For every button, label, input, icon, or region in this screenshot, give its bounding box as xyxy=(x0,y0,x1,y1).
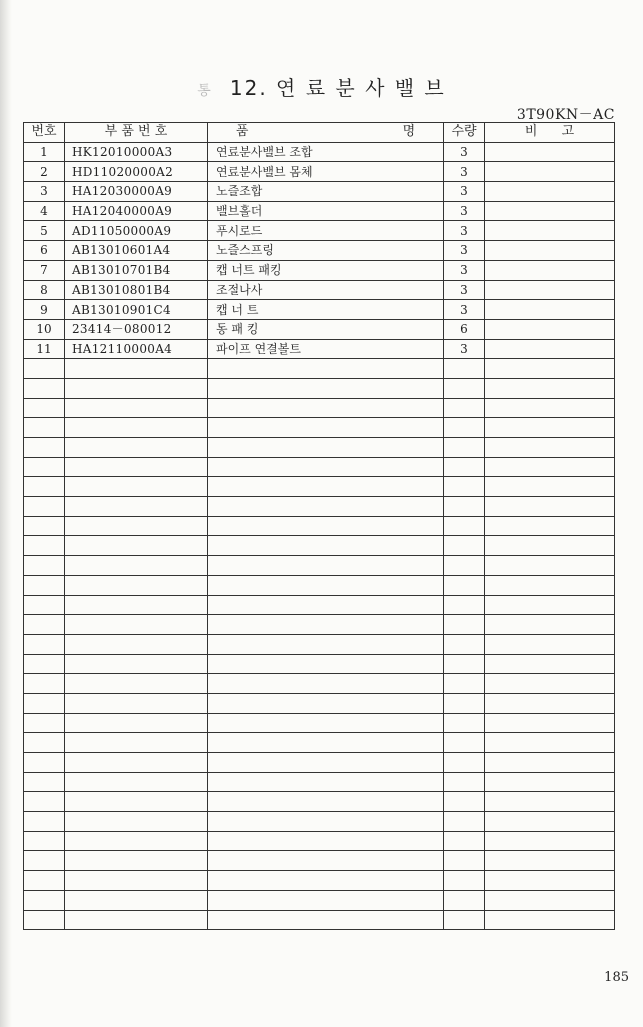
empty-cell xyxy=(65,497,208,517)
empty-cell xyxy=(485,693,615,713)
cell-part: HA12040000A9 xyxy=(65,201,208,221)
empty-cell xyxy=(65,359,208,379)
cell-part: AB13010601A4 xyxy=(65,241,208,261)
empty-cell xyxy=(24,516,65,536)
empty-cell xyxy=(485,910,615,930)
table-row xyxy=(24,280,615,300)
empty-cell xyxy=(485,398,615,418)
empty-row xyxy=(24,556,615,576)
empty-cell xyxy=(65,516,208,536)
empty-cell xyxy=(65,398,208,418)
empty-cell xyxy=(208,595,444,615)
empty-cell xyxy=(65,457,208,477)
empty-cell xyxy=(65,713,208,733)
cell-name: 연료분사밸브 조합 xyxy=(208,142,444,162)
empty-cell xyxy=(24,812,65,832)
empty-cell xyxy=(208,438,444,458)
empty-cell xyxy=(485,497,615,517)
empty-cell xyxy=(485,438,615,458)
cell-no: 4 xyxy=(24,201,65,221)
empty-cell xyxy=(485,595,615,615)
empty-cell xyxy=(444,674,485,694)
cell-name: 푸시로드 xyxy=(208,221,444,241)
cell-qty: 6 xyxy=(444,319,485,339)
cell-part: AB13010901C4 xyxy=(65,300,208,320)
empty-cell xyxy=(444,595,485,615)
empty-cell xyxy=(208,378,444,398)
cell-note xyxy=(485,241,615,261)
empty-cell xyxy=(24,575,65,595)
empty-cell xyxy=(65,556,208,576)
cell-name: 노즐스프링 xyxy=(208,241,444,261)
empty-cell xyxy=(208,497,444,517)
empty-cell xyxy=(208,693,444,713)
empty-cell xyxy=(24,674,65,694)
empty-cell xyxy=(65,378,208,398)
empty-cell xyxy=(208,753,444,773)
cell-part: AB13010801B4 xyxy=(65,280,208,300)
cell-no: 11 xyxy=(24,339,65,359)
cell-name: 조절나사 xyxy=(208,280,444,300)
col-header-note: 비 고 xyxy=(485,123,615,143)
empty-cell xyxy=(444,871,485,891)
empty-cell xyxy=(65,792,208,812)
empty-row xyxy=(24,693,615,713)
empty-row xyxy=(24,378,615,398)
empty-cell xyxy=(208,477,444,497)
empty-cell xyxy=(444,378,485,398)
empty-cell xyxy=(485,871,615,891)
cell-no: 1 xyxy=(24,142,65,162)
cell-part: AD11050000A9 xyxy=(65,221,208,241)
empty-cell xyxy=(24,654,65,674)
empty-row xyxy=(24,871,615,891)
empty-cell xyxy=(444,654,485,674)
empty-cell xyxy=(65,733,208,753)
empty-cell xyxy=(65,812,208,832)
empty-cell xyxy=(208,674,444,694)
empty-cell xyxy=(485,713,615,733)
empty-cell xyxy=(24,418,65,438)
empty-cell xyxy=(444,634,485,654)
cell-part: HK12010000A3 xyxy=(65,142,208,162)
cell-note xyxy=(485,182,615,202)
cell-qty: 3 xyxy=(444,182,485,202)
empty-cell xyxy=(485,634,615,654)
cell-name: 밸브홀더 xyxy=(208,201,444,221)
empty-cell xyxy=(65,772,208,792)
empty-row xyxy=(24,359,615,379)
col-header-part-name: 품 명 xyxy=(208,123,444,143)
table-row xyxy=(24,241,615,261)
empty-cell xyxy=(24,890,65,910)
cell-qty: 3 xyxy=(444,241,485,261)
cell-name: 파이프 연결볼트 xyxy=(208,339,444,359)
empty-cell xyxy=(65,871,208,891)
table-row xyxy=(24,201,615,221)
empty-cell xyxy=(208,654,444,674)
empty-cell xyxy=(444,890,485,910)
empty-cell xyxy=(444,753,485,773)
empty-cell xyxy=(65,536,208,556)
empty-cell xyxy=(485,556,615,576)
empty-cell xyxy=(485,674,615,694)
empty-cell xyxy=(65,910,208,930)
empty-cell xyxy=(208,713,444,733)
empty-row xyxy=(24,831,615,851)
empty-cell xyxy=(485,733,615,753)
empty-row xyxy=(24,477,615,497)
empty-cell xyxy=(24,378,65,398)
table-header-row xyxy=(24,123,615,143)
empty-cell xyxy=(444,438,485,458)
empty-cell xyxy=(24,693,65,713)
empty-cell xyxy=(24,871,65,891)
cell-note xyxy=(485,142,615,162)
parts-table xyxy=(23,122,615,930)
cell-no: 8 xyxy=(24,280,65,300)
table-row xyxy=(24,319,615,339)
empty-cell xyxy=(24,457,65,477)
empty-cell xyxy=(24,398,65,418)
cell-no: 6 xyxy=(24,241,65,261)
empty-cell xyxy=(24,772,65,792)
empty-cell xyxy=(444,516,485,536)
empty-cell xyxy=(65,693,208,713)
empty-cell xyxy=(65,615,208,635)
empty-cell xyxy=(444,556,485,576)
cell-part: AB13010701B4 xyxy=(65,260,208,280)
empty-cell xyxy=(444,418,485,438)
section-title: 12. 연 료 분 사 밸 브 xyxy=(229,76,446,100)
empty-cell xyxy=(208,457,444,477)
cell-qty: 3 xyxy=(444,280,485,300)
empty-cell xyxy=(208,536,444,556)
empty-cell xyxy=(485,477,615,497)
cell-name: 연료분사밸브 몸체 xyxy=(208,162,444,182)
empty-cell xyxy=(208,398,444,418)
empty-cell xyxy=(444,693,485,713)
empty-cell xyxy=(208,418,444,438)
cell-no: 9 xyxy=(24,300,65,320)
empty-cell xyxy=(65,418,208,438)
empty-cell xyxy=(485,516,615,536)
empty-cell xyxy=(208,516,444,536)
empty-cell xyxy=(444,398,485,418)
empty-row xyxy=(24,812,615,832)
empty-cell xyxy=(444,497,485,517)
empty-cell xyxy=(208,733,444,753)
empty-cell xyxy=(65,477,208,497)
empty-row xyxy=(24,398,615,418)
empty-cell xyxy=(24,359,65,379)
empty-row xyxy=(24,910,615,930)
empty-cell xyxy=(485,359,615,379)
empty-cell xyxy=(444,851,485,871)
page-binding-edge xyxy=(0,0,12,1027)
model-code: 3T90KN－AC xyxy=(516,107,615,123)
empty-row xyxy=(24,890,615,910)
empty-row xyxy=(24,851,615,871)
empty-cell xyxy=(208,812,444,832)
empty-cell xyxy=(24,497,65,517)
empty-cell xyxy=(485,654,615,674)
empty-cell xyxy=(65,890,208,910)
empty-cell xyxy=(208,890,444,910)
empty-cell xyxy=(485,792,615,812)
empty-cell xyxy=(208,831,444,851)
empty-row xyxy=(24,654,615,674)
empty-cell xyxy=(208,772,444,792)
empty-cell xyxy=(485,575,615,595)
empty-cell xyxy=(24,713,65,733)
empty-cell xyxy=(65,575,208,595)
empty-cell xyxy=(208,871,444,891)
cell-name: 동 패 킹 xyxy=(208,319,444,339)
empty-cell xyxy=(24,556,65,576)
col-header-no: 번호 xyxy=(24,123,65,143)
cell-part: HD11020000A2 xyxy=(65,162,208,182)
empty-row xyxy=(24,595,615,615)
empty-cell xyxy=(485,378,615,398)
empty-cell xyxy=(65,634,208,654)
empty-cell xyxy=(24,792,65,812)
cell-note xyxy=(485,221,615,241)
empty-cell xyxy=(444,733,485,753)
cell-note xyxy=(485,162,615,182)
empty-row xyxy=(24,713,615,733)
empty-cell xyxy=(444,713,485,733)
cell-part: HA12110000A4 xyxy=(65,339,208,359)
table-row xyxy=(24,221,615,241)
empty-cell xyxy=(24,615,65,635)
empty-cell xyxy=(24,477,65,497)
cell-name: 캡 너 트 xyxy=(208,300,444,320)
empty-cell xyxy=(444,575,485,595)
cell-no: 3 xyxy=(24,182,65,202)
cell-qty: 3 xyxy=(444,221,485,241)
empty-row xyxy=(24,772,615,792)
empty-cell xyxy=(24,634,65,654)
empty-cell xyxy=(24,536,65,556)
empty-cell xyxy=(444,772,485,792)
empty-cell xyxy=(65,851,208,871)
empty-cell xyxy=(65,674,208,694)
empty-cell xyxy=(65,831,208,851)
faded-mark: 통 xyxy=(197,83,211,99)
page-number: 185 xyxy=(604,970,629,985)
empty-cell xyxy=(485,851,615,871)
page-title xyxy=(0,72,643,101)
empty-row xyxy=(24,457,615,477)
empty-cell xyxy=(444,831,485,851)
empty-cell xyxy=(208,615,444,635)
empty-row xyxy=(24,438,615,458)
cell-name: 캡 너트 패킹 xyxy=(208,260,444,280)
empty-row xyxy=(24,497,615,517)
cell-no: 7 xyxy=(24,260,65,280)
empty-cell xyxy=(24,910,65,930)
cell-note xyxy=(485,319,615,339)
empty-cell xyxy=(208,575,444,595)
empty-cell xyxy=(485,831,615,851)
empty-cell xyxy=(208,792,444,812)
empty-cell xyxy=(444,536,485,556)
empty-cell xyxy=(24,438,65,458)
cell-qty: 3 xyxy=(444,142,485,162)
empty-cell xyxy=(485,772,615,792)
empty-cell xyxy=(444,615,485,635)
empty-cell xyxy=(24,595,65,615)
empty-cell xyxy=(65,654,208,674)
empty-cell xyxy=(485,418,615,438)
cell-name: 노즐조합 xyxy=(208,182,444,202)
empty-row xyxy=(24,516,615,536)
empty-cell xyxy=(65,438,208,458)
table-row xyxy=(24,260,615,280)
empty-cell xyxy=(444,792,485,812)
empty-row xyxy=(24,418,615,438)
empty-row xyxy=(24,733,615,753)
cell-qty: 3 xyxy=(444,339,485,359)
empty-row xyxy=(24,674,615,694)
cell-note xyxy=(485,339,615,359)
cell-note xyxy=(485,280,615,300)
empty-cell xyxy=(485,615,615,635)
empty-cell xyxy=(208,359,444,379)
empty-row xyxy=(24,792,615,812)
empty-cell xyxy=(485,753,615,773)
empty-cell xyxy=(65,595,208,615)
empty-cell xyxy=(65,753,208,773)
table-row xyxy=(24,300,615,320)
cell-qty: 3 xyxy=(444,300,485,320)
empty-cell xyxy=(485,812,615,832)
empty-cell xyxy=(485,536,615,556)
empty-cell xyxy=(208,634,444,654)
cell-no: 10 xyxy=(24,319,65,339)
empty-cell xyxy=(444,457,485,477)
cell-qty: 3 xyxy=(444,162,485,182)
cell-part: 23414－080012 xyxy=(65,319,208,339)
empty-cell xyxy=(444,477,485,497)
empty-cell xyxy=(208,851,444,871)
empty-row xyxy=(24,634,615,654)
table-row xyxy=(24,339,615,359)
cell-qty: 3 xyxy=(444,260,485,280)
empty-cell xyxy=(485,890,615,910)
table-row xyxy=(24,162,615,182)
cell-part: HA12030000A9 xyxy=(65,182,208,202)
empty-row xyxy=(24,575,615,595)
cell-qty: 3 xyxy=(444,201,485,221)
empty-cell xyxy=(444,812,485,832)
empty-cell xyxy=(24,753,65,773)
empty-cell xyxy=(24,851,65,871)
empty-row xyxy=(24,753,615,773)
col-header-part-number: 부 품 번 호 xyxy=(65,123,208,143)
col-header-qty: 수량 xyxy=(444,123,485,143)
cell-note xyxy=(485,260,615,280)
cell-no: 5 xyxy=(24,221,65,241)
empty-cell xyxy=(208,556,444,576)
cell-note xyxy=(485,201,615,221)
empty-cell xyxy=(24,831,65,851)
cell-note xyxy=(485,300,615,320)
table-row xyxy=(24,182,615,202)
empty-cell xyxy=(208,910,444,930)
empty-cell xyxy=(444,359,485,379)
cell-no: 2 xyxy=(24,162,65,182)
empty-cell xyxy=(485,457,615,477)
table-row xyxy=(24,142,615,162)
empty-cell xyxy=(24,733,65,753)
empty-row xyxy=(24,536,615,556)
empty-row xyxy=(24,615,615,635)
empty-cell xyxy=(444,910,485,930)
